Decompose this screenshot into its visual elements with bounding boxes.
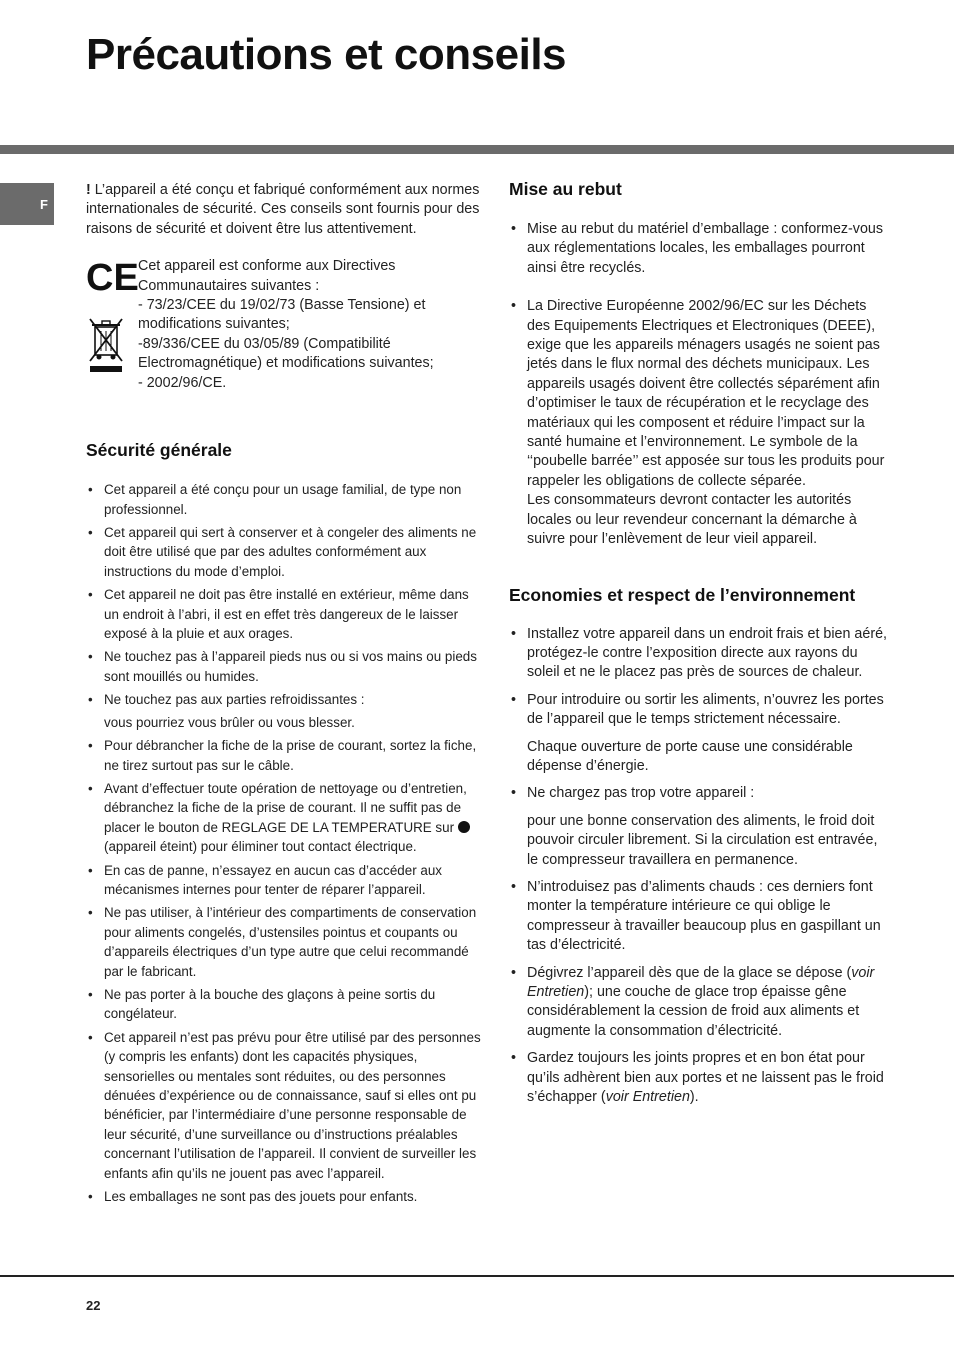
eco-item-text: Dégivrez l’appareil dès que de la glace se dépose (: [527, 964, 852, 981]
safety-item-text: Avant d’effectuer toute opération de nettoyage ou d’entretien, débranchez la fiche de la prise de courant. Il ne suffit pas de placer le bouton de REGLAGE DE LA TEMPERATURE sur: [104, 780, 467, 835]
left-column: [86, 181, 484, 1206]
eco-list: [509, 625, 889, 1108]
eco-item: • Installez votre appareil dans un endroit frais et bien aéré, protégez-le contre l’exposition directe aux rayons du soleil et ne le placez pas près de sources de chaleur.: [509, 625, 889, 683]
disposal-item: • Mise au rebut du matériel d’emballage : conformez-vous aux réglementations locales, les emballages pourront ainsi être recyclés.: [509, 220, 889, 278]
safety-heading: Sécurité générale: [86, 440, 232, 461]
page-title: Précautions et conseils: [86, 30, 567, 79]
directives-line: -89/336/CEE du 03/05/89 (Compatibilité Electromagnétique) et modifications suivantes;: [138, 335, 434, 372]
safety-item: • Ne touchez pas à l’appareil pieds nus ou si vos mains ou pieds sont mouillés ou humides.: [86, 647, 484, 686]
eco-item-note: pour une bonne conservation des aliments, le froid doit pouvoir circuler librement. Si la circulation est entravée, le compresseur travaillera en permanence.: [527, 812, 878, 868]
safety-item-note: vous pourriez vous brûler ou vous blesser.: [104, 714, 355, 730]
safety-item: • Ne pas porter à la bouche des glaçons à peine sortis du congélateur.: [86, 985, 484, 1024]
intro-paragraph: [86, 181, 484, 239]
disposal-list: [509, 220, 889, 550]
off-position-icon: [458, 821, 470, 833]
safety-item: [86, 779, 484, 857]
eco-item-note: Chaque ouverture de porte cause une considérable dépense d’énergie.: [527, 738, 853, 774]
safety-item: • Pour débrancher la fiche de la prise de courant, sortez la fiche, ne tirez surtout pas sur le câble.: [86, 736, 484, 775]
ce-mark-icon: [86, 257, 139, 300]
safety-item: • Cet appareil a été conçu pour un usage familial, de type non professionnel.: [86, 480, 484, 519]
safety-item: • Ne pas utiliser, à l’intérieur des compartiments de conservation pour aliments congelés, d’ustensiles pointus et coupants ou d’appareils électriques d’un type autre que celui recommandé par le fabricant.: [86, 903, 484, 981]
disposal-note: Les consommateurs devront contacter les autorités locales ou leur revendeur concernant la démarche à suivre pour l’enlèvement de leur vieil appareil.: [527, 492, 857, 548]
crossed-bin-icon: [86, 315, 126, 373]
safety-item: • Cet appareil n’est pas prévu pour être utilisé par des personnes (y compris les enfants) dont les capacités physiques, sensorielles ou mentales sont réduites, ou des personnes dénuées d’expérience ou de connaissance, sauf si elles ont pu bénéficier, par l’intermédiaire d’une personne responsable de leur sécurité, d’une surveillance ou d’instructions préalables concernant l’utilisation de l’appareil. Il convient de surveiller les enfants afin qu’ils ne jouent pas avec l’appareil.: [86, 1028, 484, 1183]
eco-item: • N’introduisez pas d’aliments chauds : ces derniers font monter la température intérieure ce qui oblige le compresseur à travailler beaucoup plus en gaspillant un tas d’électricité.: [509, 878, 889, 956]
language-tab-label: F: [40, 196, 48, 212]
directives-line: Cet appareil est conforme aux Directives Communautaires suivantes :: [138, 258, 396, 294]
disposal-item: • La Directive Européenne 2002/96/EC sur les Déchets des Equipements Electriques et Electroniques (DEEE), exige que les appareils ménagers usagés ne soient pas jetés dans le flux normal des déchets municipaux. Les appareils usagés doivent être collectés séparément afin d’optimiser le taux de récupération et le recyclage des matériaux qui les composent et réduire l’impact sur la santé humaine et l’environnement. Le symbole de la ‘‘poubelle barrée’’ est apposée sur tous les produits pour rappeler les obligations de collecte séparée.: [509, 297, 889, 491]
eco-item-text: Gardez toujours les joints propres et en bon état pour qu’ils adhèrent bien aux portes et ne laissent pas le froid s’échapper (: [527, 1050, 884, 1106]
eco-item-text: ); une couche de glace trop épaisse gêne considérablement la cession de froid aux aliments et augmente la consommation d’électricité.: [527, 984, 860, 1039]
safety-item: • Les emballages ne sont pas des jouets pour enfants.: [86, 1187, 484, 1206]
safety-item-text: (appareil éteint) pour éliminer tout contact électrique.: [104, 839, 417, 855]
safety-item: • Cet appareil ne doit pas être installé en extérieur, même dans un endroit à l’abri, il est en effet très dangereux de le laisser exposé à la pluie et aux orages.: [86, 585, 484, 643]
disposal-heading: Mise au rebut: [509, 179, 622, 199]
right-column: [509, 176, 889, 1107]
safety-list: [86, 480, 484, 1206]
directives-line: - 73/23/CEE du 19/02/73 (Basse Tensione) et modifications suivantes;: [138, 297, 426, 333]
entretien-reference: voir Entretien: [527, 964, 875, 1000]
ce-mark-text: CE: [86, 257, 139, 300]
page-number: 22: [86, 1298, 101, 1313]
eco-heading: Economies et respect de l’environnement: [509, 584, 856, 605]
eco-item: • Pour introduire ou sortir les aliments, n’ouvrez les portes de l’appareil que le temps strictement nécessaire.: [509, 691, 889, 730]
eco-item: • Ne chargez pas trop votre appareil :: [509, 784, 889, 803]
eco-item: [509, 964, 889, 1042]
safety-item: • En cas de panne, n’essayez en aucun cas d’accéder aux mécanismes internes pour tenter de réparer l’appareil.: [86, 861, 484, 900]
directives-line: - 2002/96/CE.: [138, 374, 227, 391]
language-tab: [0, 183, 54, 225]
header-rule: [0, 145, 954, 154]
intro-text: L’appareil a été conçu et fabriqué conformément aux normes internationales de sécurité. Ces conseils sont fournis pour des raisons de sécurité et doivent être lus attentivement.: [86, 182, 480, 237]
footer-rule: [0, 1275, 954, 1277]
directives-text: [138, 257, 468, 393]
eco-item-text: ).: [689, 1089, 699, 1106]
safety-item: • Cet appareil qui sert à conserver et à congeler des aliments ne doit être utilisé que par des adultes conformément aux instructions du mode d’emploi.: [86, 523, 484, 581]
safety-item: • Ne touchez pas aux parties refroidissantes :: [86, 690, 484, 709]
warning-mark: !: [86, 182, 91, 198]
compliance-block: [86, 257, 484, 397]
eco-item: [509, 1049, 889, 1107]
entretien-reference: voir Entretien: [605, 1089, 690, 1106]
